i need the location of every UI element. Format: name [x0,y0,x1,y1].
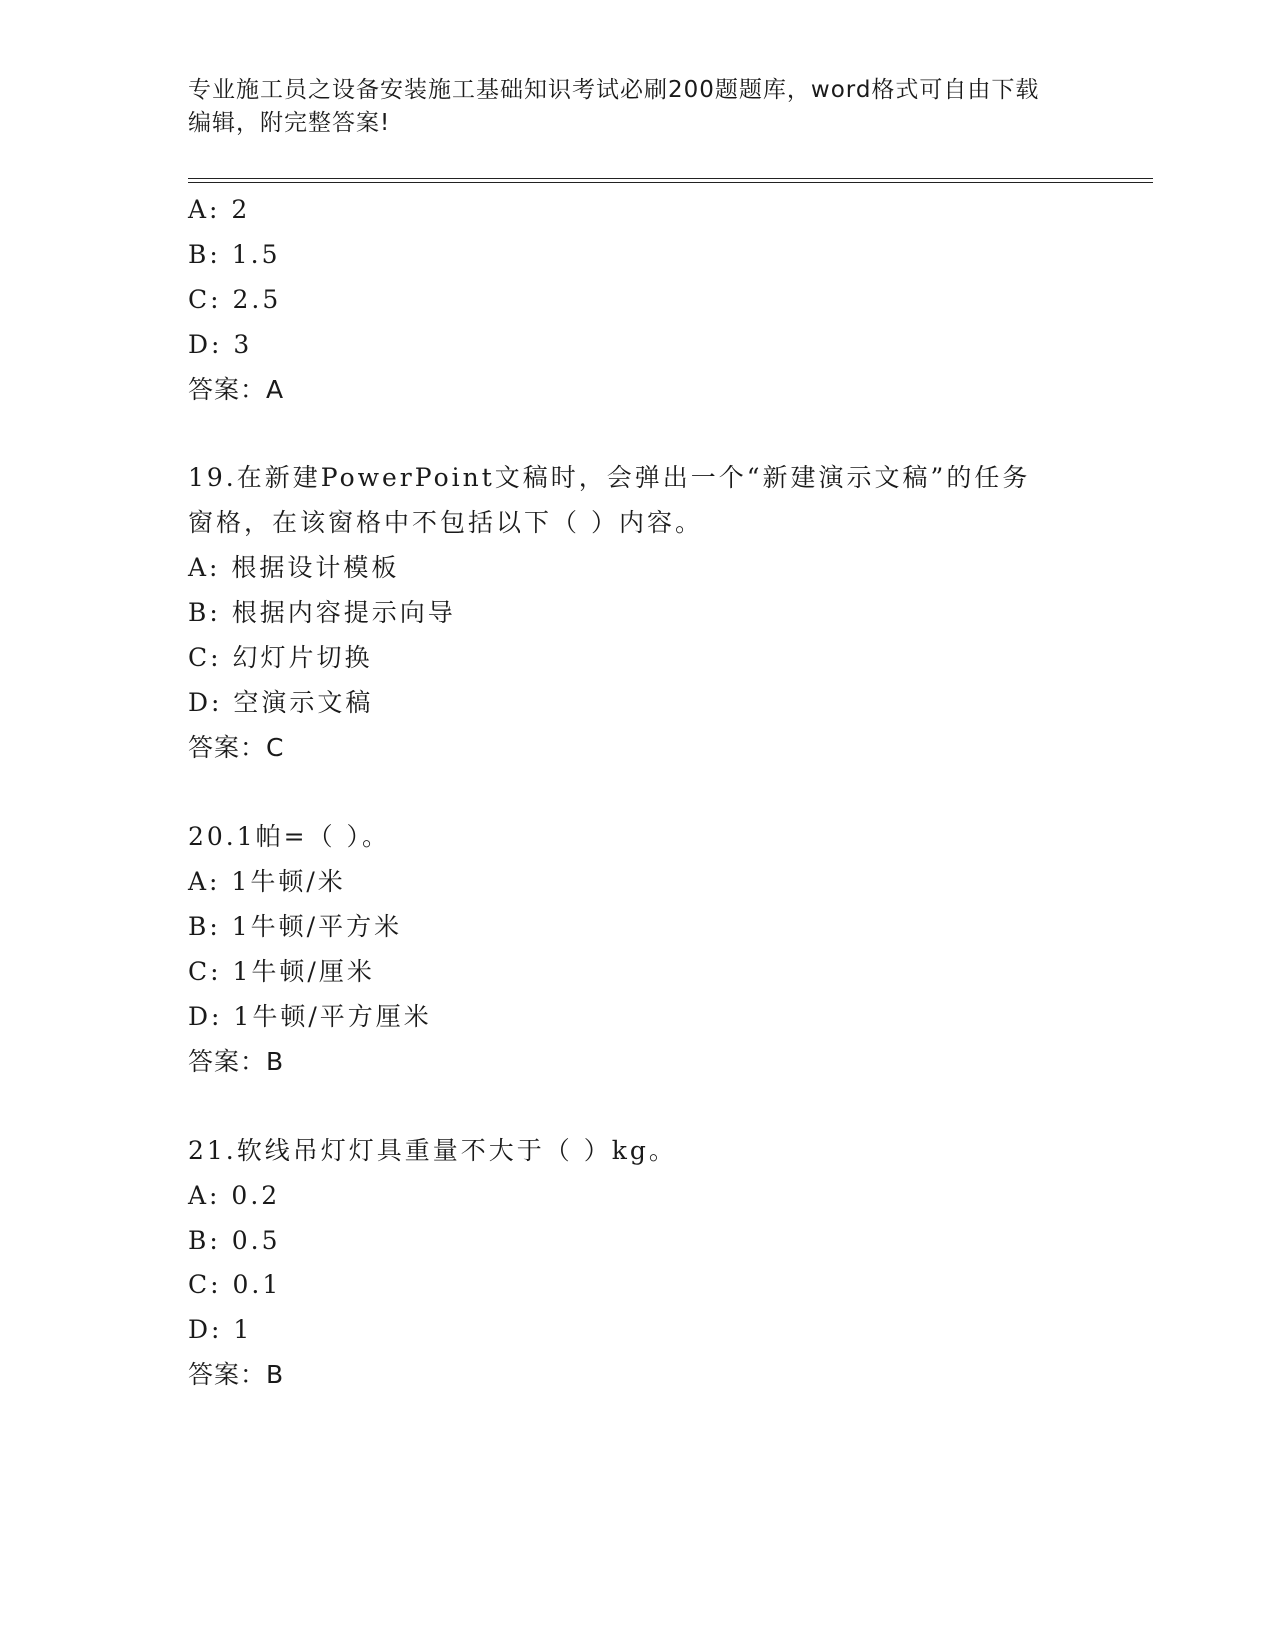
q19-answer: 答案：C [188,733,285,762]
q20-answer: 答案：B [188,1047,285,1076]
q20-option-b: B: 1牛顿/平方米 [188,912,403,941]
q18-option-b: B: 1.5 [188,240,281,269]
q20-option-a: A: 1牛顿/米 [188,867,346,896]
q21-option-c: C: 0.1 [188,1270,282,1299]
q19-option-a: A: 根据设计模板 [188,553,400,582]
q20-option-d: D: 1牛顿/平方厘米 [188,1002,432,1031]
q21-option-b: B: 0.5 [188,1226,281,1255]
q19-stem-line-2: 窗格，在该窗格中不包括以下（ ）内容。 [188,508,703,537]
q18-option-d: D: 3 [188,330,253,359]
header-rule-top [188,178,1153,179]
q21-answer: 答案：B [188,1360,285,1389]
q18-answer: 答案：A [188,375,285,404]
q18-option-c: C: 2.5 [188,285,282,314]
q19-option-b: B: 根据内容提示向导 [188,598,456,627]
header-line-2: 编辑，附完整答案! [188,110,391,136]
q20-option-c: C: 1牛顿/厘米 [188,957,375,986]
q21-stem: 21.软线吊灯灯具重量不大于（ ）kg。 [188,1136,677,1165]
document-header [188,74,1068,140]
q18-option-a: A: 2 [188,195,251,224]
q21-option-a: A: 0.2 [188,1181,281,1210]
q20-stem: 20.1帕=（ ）。 [188,822,391,851]
header-line-1: 专业施工员之设备安装施工基础知识考试必刷200题题库，word格式可自由下载 [188,77,1040,103]
q19-option-c: C: 幻灯片切换 [188,643,373,672]
q19-stem-line-1: 19.在新建PowerPoint文稿时，会弹出一个“新建演示文稿”的任务 [188,463,1031,492]
header-rule-bottom [188,182,1153,183]
q19-option-d: D: 空演示文稿 [188,688,374,717]
q21-option-d: D: 1 [188,1315,253,1344]
